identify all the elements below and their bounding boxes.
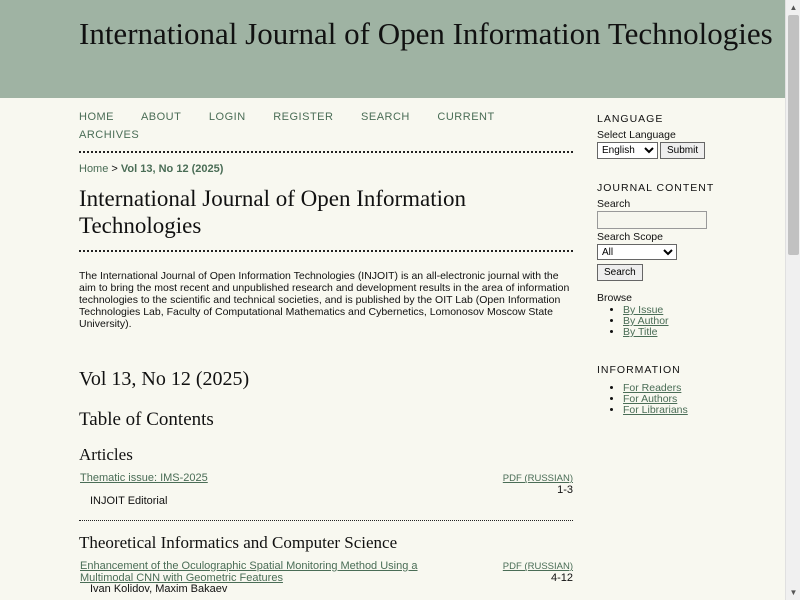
article-title-link[interactable]: Enhancement of the Oculographic Spatial Monitoring Method Using a Multimodal CNN with Geometric Features xyxy=(80,560,418,584)
article-pages: 1-3 xyxy=(557,484,573,496)
information-title: INFORMATION xyxy=(597,364,681,376)
article-pages: 4-12 xyxy=(550,572,573,584)
nav-current[interactable]: CURRENT xyxy=(437,111,495,123)
pdf-link[interactable]: PDF (RUSSIAN) xyxy=(502,561,573,572)
nav-login[interactable]: LOGIN xyxy=(208,111,246,123)
search-input[interactable] xyxy=(597,211,707,229)
language-block xyxy=(597,114,767,159)
vertical-scrollbar[interactable] xyxy=(785,0,800,600)
browse-label: Browse xyxy=(597,292,633,304)
language-submit-button[interactable]: Submit xyxy=(660,142,705,159)
nav-home[interactable]: HOME xyxy=(79,111,114,123)
nav-about[interactable]: ABOUT xyxy=(140,111,182,123)
section-separator xyxy=(79,520,573,521)
search-scope-select[interactable] xyxy=(597,244,677,260)
browse-section xyxy=(597,292,767,338)
information-block xyxy=(597,365,767,416)
navbar xyxy=(79,108,573,153)
language-select[interactable] xyxy=(597,142,658,159)
article-item xyxy=(79,472,573,507)
journal-description: The International Journal of Open Information Technologies (INJOIT) is an all-electronic journal with the aim to bring the most recent and unpublished research and development results in the area of information technologies to the scientific and technical societies, and is published by the OIT Lab (Open Information Technologies Lab, Faculty of Computational Mathematics and Cybernetics, Lomonosov Moscow State University). xyxy=(79,270,570,330)
search-label: Search xyxy=(597,198,631,210)
section-title: Theoretical Informatics and Computer Science xyxy=(79,533,398,552)
journal-title: International Journal of Open Information Technologies xyxy=(79,185,573,252)
language-label: Select Language xyxy=(597,129,676,141)
search-button[interactable]: Search xyxy=(597,264,643,281)
scrollbar-thumb[interactable] xyxy=(788,15,799,255)
toc-title: Table of Contents xyxy=(79,409,214,430)
article-title-link[interactable]: Thematic issue: IMS-2025 xyxy=(80,472,208,484)
site-header xyxy=(0,0,785,98)
breadcrumb-separator: > xyxy=(111,163,118,175)
issue-title: Vol 13, No 12 (2025) xyxy=(79,368,250,390)
nav-register[interactable]: REGISTER xyxy=(273,111,334,123)
browse-by-author-link[interactable]: By Author xyxy=(623,315,669,327)
for-librarians-link[interactable]: For Librarians xyxy=(623,404,688,416)
section-title: Articles xyxy=(79,445,133,464)
main-content xyxy=(79,98,573,595)
breadcrumb-current[interactable]: Vol 13, No 12 (2025) xyxy=(120,163,224,175)
pdf-link[interactable]: PDF (RUSSIAN) xyxy=(502,473,573,484)
article-authors: INJOIT Editorial xyxy=(90,495,168,507)
for-readers-link[interactable]: For Readers xyxy=(623,382,682,394)
browse-by-issue-link[interactable]: By Issue xyxy=(623,304,664,316)
nav-archives[interactable]: ARCHIVES xyxy=(79,129,140,141)
nav-search[interactable]: SEARCH xyxy=(361,111,410,123)
article-item xyxy=(79,560,573,595)
sidebar xyxy=(597,98,767,416)
for-authors-link[interactable]: For Authors xyxy=(623,393,678,405)
article-authors: Ivan Kolidov, Maxim Bakaev xyxy=(90,583,228,595)
site-title: International Journal of Open Information Technologies xyxy=(79,16,773,51)
breadcrumb-home[interactable]: Home xyxy=(79,163,109,175)
language-title: LANGUAGE xyxy=(597,113,664,125)
breadcrumb xyxy=(79,163,573,175)
arrow-up-icon[interactable]: ▲ xyxy=(789,3,798,12)
journal-content-block xyxy=(597,183,767,338)
arrow-down-icon[interactable]: ▼ xyxy=(789,588,798,597)
search-scope-label: Search Scope xyxy=(597,231,663,243)
journal-content-title: JOURNAL CONTENT xyxy=(597,182,715,194)
browse-by-title-link[interactable]: By Title xyxy=(623,326,658,338)
